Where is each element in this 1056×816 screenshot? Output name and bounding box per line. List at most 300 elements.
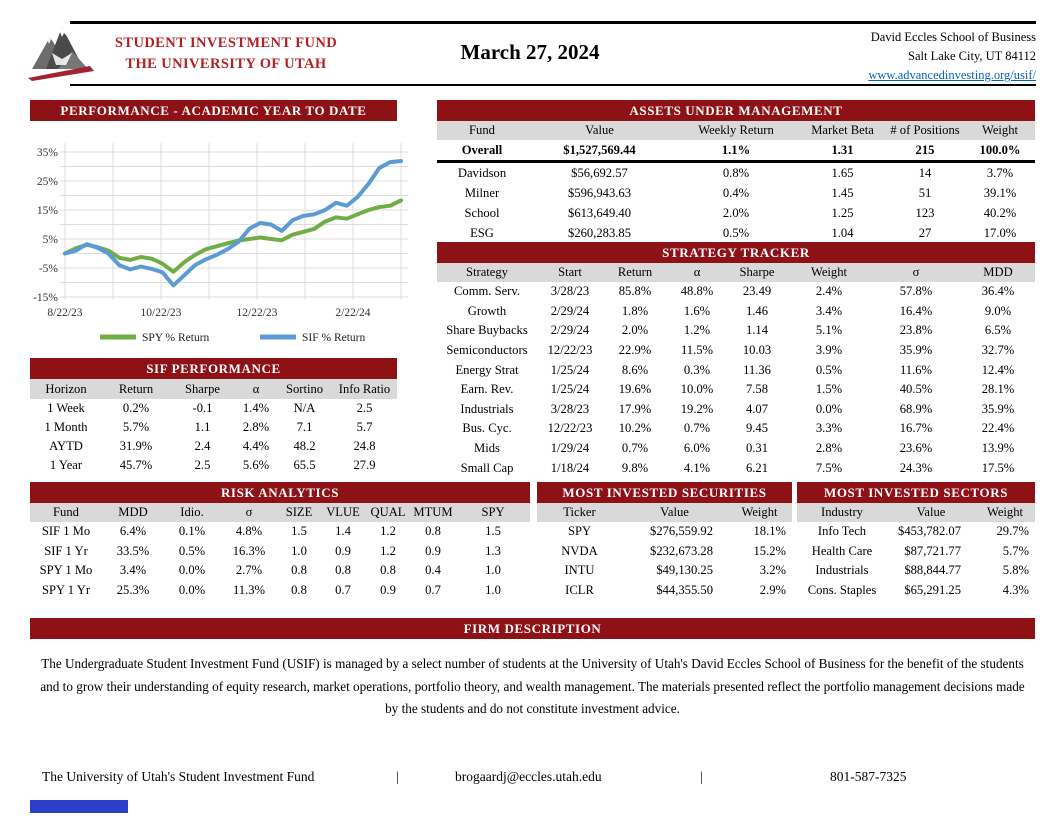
table-row <box>30 437 397 456</box>
table-cell: N/A <box>293 401 316 415</box>
sectors-section <box>797 482 1035 600</box>
table-cell: 23.6% <box>899 441 933 456</box>
table-cell: 2/29/24 <box>550 323 590 338</box>
table-cell: 0.31 <box>745 441 769 456</box>
table-cell: 11.3% <box>232 582 266 597</box>
table-cell: 1.0 <box>485 563 501 578</box>
table-cell: 14 <box>918 165 932 180</box>
risk-body <box>30 522 530 600</box>
table-cell: School <box>464 205 500 220</box>
table-cell: 27.9 <box>353 458 376 472</box>
table-row <box>437 183 1035 203</box>
table-cell: $260,283.85 <box>568 225 631 240</box>
table-cell: 1.31 <box>831 142 854 157</box>
table-cell: 0.8 <box>425 524 441 539</box>
table-cell: 1 Week <box>47 401 85 415</box>
table-row <box>437 458 1035 478</box>
column-header: α <box>693 265 701 279</box>
table-cell: Info Tech <box>817 524 867 539</box>
column-header: Ticker <box>563 505 596 519</box>
table-row <box>797 581 1035 601</box>
table-cell: 9.45 <box>745 421 769 436</box>
table-cell: 2.4 <box>194 439 211 453</box>
table-row <box>437 341 1035 361</box>
column-header: Industry <box>821 505 863 519</box>
table-row <box>437 321 1035 341</box>
table-cell: 0.9 <box>380 582 396 597</box>
footer-org: The University of Utah's Student Investment Fund <box>42 769 315 784</box>
table-cell: 5.8% <box>1002 563 1029 578</box>
table-cell: 12/22/23 <box>547 343 593 358</box>
table-cell: 1.45 <box>831 185 854 200</box>
table-cell: 9.0% <box>984 303 1012 318</box>
table-cell: 25.3% <box>116 582 150 597</box>
website-link[interactable]: www.advancedinvesting.org/usif/ <box>868 68 1036 82</box>
column-header: σ <box>912 265 920 279</box>
sif-performance-body <box>30 399 397 475</box>
table-cell: SPY <box>567 524 592 539</box>
table-cell: 10.03 <box>742 343 772 358</box>
table-cell: 48.2 <box>293 439 316 453</box>
column-header: Weight <box>981 123 1019 137</box>
column-header: Idio. <box>180 505 204 519</box>
column-header: Weight <box>741 505 778 519</box>
securities-header-row <box>537 503 792 522</box>
firm-description-title-bar: FIRM DESCRIPTION <box>30 618 1035 639</box>
table-cell: 4.4% <box>242 439 270 453</box>
table-cell: 6.4% <box>119 524 147 539</box>
brand-text <box>106 33 346 75</box>
table-row <box>30 522 530 542</box>
column-header: Fund <box>469 123 495 137</box>
table-cell: 0.8% <box>722 165 750 180</box>
table-cell: 100.0% <box>979 142 1021 157</box>
table-cell: Overall <box>461 142 503 157</box>
table-cell: 2.7% <box>235 563 263 578</box>
table-cell: 1.3 <box>485 543 501 558</box>
table-row <box>437 140 1035 163</box>
table-cell: $49,130.25 <box>656 563 713 578</box>
table-row <box>437 223 1035 243</box>
table-cell: 215 <box>915 142 935 157</box>
column-header: Info Ratio <box>338 381 391 396</box>
table-cell: 2.9% <box>759 582 786 597</box>
table-cell: 2.4% <box>815 284 843 299</box>
table-cell: 19.6% <box>618 382 652 397</box>
table-cell: 85.8% <box>618 284 652 299</box>
table-cell: 33.5% <box>116 543 150 558</box>
table-cell: 10.2% <box>618 421 652 436</box>
table-cell: 68.9% <box>899 401 933 416</box>
table-cell: 0.9 <box>425 543 441 558</box>
table-cell: 28.1% <box>981 382 1015 397</box>
table-cell: $65,291.25 <box>904 582 961 597</box>
risk-header-row <box>30 503 530 522</box>
risk-analytics-title-bar: RISK ANALYTICS <box>30 482 530 503</box>
table-cell: $87,721.77 <box>904 543 961 558</box>
table-row <box>797 522 1035 542</box>
table-cell: ESG <box>470 225 494 240</box>
report-date: March 27, 2024 <box>460 40 600 64</box>
table-cell: 11.6% <box>899 362 933 377</box>
table-cell: 0.7 <box>335 582 351 597</box>
table-cell: 1.2 <box>380 524 396 539</box>
table-cell: 11.5% <box>680 343 714 358</box>
table-row <box>30 581 530 601</box>
table-cell: 5.6% <box>242 458 270 472</box>
table-row <box>437 380 1035 400</box>
table-cell: 1.5% <box>815 382 843 397</box>
x-axis-tick-label: 10/22/23 <box>140 307 182 319</box>
school-name: David Eccles School of Business <box>870 30 1036 44</box>
table-cell: 1.2 <box>380 543 396 558</box>
table-row <box>537 561 792 581</box>
securities-body <box>537 522 792 600</box>
table-cell: 3/28/23 <box>550 284 590 299</box>
column-header: Horizon <box>45 381 87 396</box>
table-cell: 12/22/23 <box>547 421 593 436</box>
table-cell: 3.2% <box>759 563 786 578</box>
table-cell: 17.0% <box>983 225 1017 240</box>
table-row <box>437 282 1035 302</box>
table-row <box>437 203 1035 223</box>
sectors-title-bar: MOST INVESTED SECTORS <box>797 482 1035 503</box>
table-cell: 4.07 <box>745 401 769 416</box>
legend-label: SPY % Return <box>142 332 210 344</box>
table-cell: $453,782.07 <box>898 524 961 539</box>
table-cell: 0.7% <box>621 441 649 456</box>
table-row <box>30 561 530 581</box>
strategy-header-row <box>437 263 1035 282</box>
firm-description-section <box>30 618 1035 721</box>
table-cell: Semiconductors <box>446 343 528 358</box>
table-cell: 3.9% <box>815 343 843 358</box>
y-axis-tick-label: 15% <box>36 205 58 217</box>
table-cell: 0.0% <box>178 582 206 597</box>
header-top-rule <box>70 21 1036 24</box>
aum-title-bar: ASSETS UNDER MANAGEMENT <box>437 100 1035 121</box>
column-header: SIZE <box>285 505 313 519</box>
performance-section <box>30 100 397 344</box>
column-header: σ <box>245 505 253 519</box>
table-cell: 11.36 <box>743 362 771 377</box>
bottom-accent-bar <box>30 800 128 813</box>
column-header: MDD <box>118 505 148 519</box>
column-header: # of Positions <box>890 123 960 137</box>
aum-section <box>437 100 1035 243</box>
aum-header-row <box>437 121 1035 140</box>
table-cell: 10.0% <box>680 382 714 397</box>
table-cell: 0.8 <box>380 563 396 578</box>
table-cell: 1/18/24 <box>550 460 590 475</box>
table-cell: 35.9% <box>981 401 1015 416</box>
table-cell: 16.3% <box>232 543 266 558</box>
table-cell: 1.0 <box>291 543 307 558</box>
table-cell: 0.2% <box>122 401 150 415</box>
column-header: VLUE <box>326 505 360 519</box>
table-cell: 57.8% <box>899 284 933 299</box>
column-header: Value <box>585 123 614 137</box>
table-cell: 1.1 <box>194 420 211 434</box>
table-row <box>797 561 1035 581</box>
table-cell: 40.2% <box>983 205 1017 220</box>
table-cell: 32.7% <box>981 343 1015 358</box>
legend-label: SIF % Return <box>302 332 366 344</box>
table-cell: -0.1 <box>192 401 213 415</box>
table-cell: 7.1 <box>296 420 313 434</box>
footer-separator-2: | <box>700 769 703 784</box>
firm-description-text: The Undergraduate Student Investment Fund (USIF) is managed by a select number of students at the University of Utah's David Eccles School of Business for the benefit of the students and to grow their understanding of equity research, market operations, portfolio theory, and wealth management. The materials presented reflect the portfolio management decisions made by the students and do not constitute investment advice. <box>40 656 1025 716</box>
table-cell: Mids <box>474 441 500 456</box>
table-row <box>30 399 397 418</box>
table-row <box>437 163 1035 183</box>
table-cell: SPY 1 Yr <box>41 582 91 597</box>
table-cell: 1.04 <box>831 225 854 240</box>
table-cell: 2.5 <box>194 458 211 472</box>
table-cell: Growth <box>467 303 507 318</box>
table-cell: 1.1% <box>721 142 751 157</box>
y-axis-tick-label: -15% <box>33 292 58 304</box>
risk-analytics-section <box>30 482 530 600</box>
table-cell: 17.5% <box>981 460 1015 475</box>
table-row <box>437 400 1035 420</box>
table-cell: Share Buybacks <box>446 323 528 338</box>
column-header: Value <box>660 505 689 519</box>
table-cell: 0.1% <box>178 524 206 539</box>
table-cell: 0.8 <box>335 563 351 578</box>
column-header: Sharpe <box>185 381 220 396</box>
column-header: Market Beta <box>811 123 874 137</box>
column-header: QUAL <box>370 505 406 519</box>
column-header: MDD <box>983 265 1013 279</box>
securities-title-bar: MOST INVESTED SECURITIES <box>537 482 792 503</box>
table-cell: 2.8% <box>242 420 270 434</box>
securities-section <box>537 482 792 600</box>
footer-email: brogaardj@eccles.utah.edu <box>455 769 602 784</box>
table-cell: 0.5% <box>815 362 843 377</box>
table-cell: 7.5% <box>815 460 843 475</box>
table-row <box>30 542 530 562</box>
table-row <box>537 581 792 601</box>
column-header: Return <box>617 265 653 279</box>
table-cell: 29.7% <box>996 524 1029 539</box>
table-cell: 0.7 <box>425 582 441 597</box>
table-cell: 24.3% <box>899 460 933 475</box>
table-cell: 0.9 <box>335 543 351 558</box>
table-cell: 1.4 <box>335 524 351 539</box>
table-cell: $232,673.28 <box>650 543 713 558</box>
sif-return-line <box>65 161 401 285</box>
strategy-body <box>437 282 1035 478</box>
table-cell: Small Cap <box>460 460 514 475</box>
table-cell: $276,559.92 <box>650 524 713 539</box>
table-cell: 40.5% <box>899 382 933 397</box>
table-cell: 1 Year <box>49 458 83 472</box>
table-cell: Bus. Cyc. <box>462 421 512 436</box>
table-cell: 5.7% <box>1002 543 1029 558</box>
table-cell: 1.5 <box>485 524 501 539</box>
table-cell: SIF 1 Mo <box>41 524 91 539</box>
table-cell: Energy Strat <box>455 362 519 377</box>
table-cell: 16.4% <box>899 303 933 318</box>
table-cell: 22.4% <box>981 421 1015 436</box>
table-row <box>537 522 792 542</box>
table-cell: 8.6% <box>621 362 649 377</box>
table-cell: 19.2% <box>680 401 714 416</box>
column-header: Return <box>118 381 154 396</box>
table-cell: 1.14 <box>745 323 769 338</box>
table-cell: 48.8% <box>680 284 714 299</box>
table-cell: 2.5 <box>356 401 373 415</box>
table-cell: 9.8% <box>621 460 649 475</box>
table-cell: 1/29/24 <box>550 441 590 456</box>
table-cell: 15.2% <box>753 543 786 558</box>
table-cell: 17.9% <box>618 401 652 416</box>
table-cell: NVDA <box>561 543 598 558</box>
table-cell: Industrials <box>815 563 869 578</box>
table-cell: Milner <box>464 185 500 200</box>
sif-performance-title-bar: SIF PERFORMANCE <box>30 358 397 379</box>
table-row <box>537 542 792 562</box>
table-row <box>30 456 397 475</box>
table-cell: 0.3% <box>683 362 711 377</box>
table-cell: $613,649.40 <box>568 205 631 220</box>
table-cell: 0.7% <box>683 421 711 436</box>
table-cell: 3.3% <box>815 421 843 436</box>
table-cell: 1.2% <box>683 323 711 338</box>
table-row <box>437 302 1035 322</box>
table-cell: 5.7% <box>122 420 150 434</box>
table-cell: $88,844.77 <box>904 563 961 578</box>
table-cell: 51 <box>918 185 932 200</box>
table-cell: ICLR <box>565 582 594 597</box>
table-cell: Health Care <box>811 543 873 558</box>
table-cell: 65.5 <box>293 458 316 472</box>
sectors-body <box>797 522 1035 600</box>
table-cell: Cons. Staples <box>807 582 877 597</box>
table-cell: 0.4% <box>722 185 750 200</box>
table-cell: 1/25/24 <box>550 362 590 377</box>
column-header: MTUM <box>413 505 453 519</box>
table-cell: 24.8 <box>353 439 376 453</box>
header-contact-block <box>868 28 1036 85</box>
table-cell: 5.1% <box>815 323 843 338</box>
column-header: SPY <box>481 505 505 519</box>
table-cell: Earn. Rev. <box>460 382 514 397</box>
table-cell: 4.1% <box>683 460 711 475</box>
table-row <box>437 360 1035 380</box>
table-cell: 2/29/24 <box>550 303 590 318</box>
y-axis-tick-label: 5% <box>42 234 58 246</box>
strategy-tracker-title-bar: STRATEGY TRACKER <box>437 242 1035 263</box>
table-cell: 0.8 <box>291 563 307 578</box>
column-header: Strategy <box>466 265 508 279</box>
table-cell: $56,692.57 <box>571 165 628 180</box>
table-row <box>437 439 1035 459</box>
table-cell: 1.8% <box>621 303 649 318</box>
table-row <box>437 419 1035 439</box>
table-cell: 2.0% <box>722 205 750 220</box>
table-row <box>30 418 397 437</box>
column-header: Weight <box>810 265 848 279</box>
column-header: Weekly Return <box>698 123 774 137</box>
strategy-tracker-section <box>437 242 1035 478</box>
table-cell: 6.0% <box>683 441 711 456</box>
footer-separator-1: | <box>396 769 399 784</box>
table-cell: 31.9% <box>119 439 153 453</box>
y-axis-tick-label: 25% <box>36 176 58 188</box>
table-cell: 35.9% <box>899 343 933 358</box>
column-header: Sortino <box>285 381 324 396</box>
y-axis-tick-label: 35% <box>36 147 58 159</box>
column-header: Sharpe <box>739 265 775 279</box>
table-cell: $596,943.63 <box>568 185 631 200</box>
table-cell: 1.65 <box>831 165 854 180</box>
table-cell: 123 <box>915 205 935 220</box>
school-address: Salt Lake City, UT 84112 <box>908 49 1036 63</box>
table-cell: 23.49 <box>742 284 772 299</box>
performance-title-bar: PERFORMANCE - ACADEMIC YEAR TO DATE <box>30 100 397 121</box>
table-cell: 27 <box>918 225 932 240</box>
table-cell: SIF 1 Yr <box>44 543 88 558</box>
table-cell: 1/25/24 <box>550 382 590 397</box>
table-cell: 18.1% <box>753 524 786 539</box>
sif-performance-header-row <box>30 379 397 399</box>
table-cell: 7.58 <box>745 382 769 397</box>
y-axis-tick-label: -5% <box>38 263 58 275</box>
table-cell: 1 Month <box>44 420 88 434</box>
column-header: α <box>252 381 260 396</box>
table-cell: 1.0 <box>485 582 501 597</box>
column-header: Weight <box>986 505 1024 519</box>
table-cell: 1.5 <box>291 524 307 539</box>
table-cell: 3.4% <box>815 303 843 318</box>
table-cell: 1.46 <box>745 303 769 318</box>
column-header: Start <box>558 265 582 279</box>
table-cell: 3/28/23 <box>550 401 590 416</box>
x-axis-tick-label: 12/22/23 <box>236 307 278 319</box>
table-cell: 22.9% <box>618 343 652 358</box>
footer-phone: 801-587-7325 <box>830 769 907 784</box>
table-cell: 36.4% <box>981 284 1015 299</box>
column-header: Value <box>916 505 946 519</box>
table-cell: 0.4 <box>425 563 441 578</box>
table-cell: 4.3% <box>1002 582 1029 597</box>
table-cell: $1,527,569.44 <box>563 142 636 157</box>
table-cell: 0.0% <box>178 563 206 578</box>
table-cell: Industrials <box>460 401 514 416</box>
table-cell: 2.0% <box>621 323 649 338</box>
x-axis-tick-label: 2/22/24 <box>335 307 371 319</box>
table-cell: 23.8% <box>899 323 933 338</box>
table-cell: 1.6% <box>683 303 711 318</box>
brand-line-2: THE UNIVERSITY OF UTAH <box>125 56 327 72</box>
table-cell: 13.9% <box>981 441 1015 456</box>
table-cell: Davidson <box>457 165 507 180</box>
table-cell: 16.7% <box>899 421 933 436</box>
sif-performance-section <box>30 358 397 475</box>
table-cell: 6.21 <box>745 460 769 475</box>
table-cell: 1.4% <box>242 401 270 415</box>
table-cell: 4.8% <box>235 524 263 539</box>
mountain-logo-icon <box>28 23 110 82</box>
table-cell: $44,355.50 <box>656 582 713 597</box>
sectors-header-row <box>797 503 1035 522</box>
table-row <box>797 542 1035 562</box>
column-header: Fund <box>53 505 79 519</box>
table-cell: AYTD <box>49 439 83 453</box>
table-cell: 0.5% <box>722 225 750 240</box>
